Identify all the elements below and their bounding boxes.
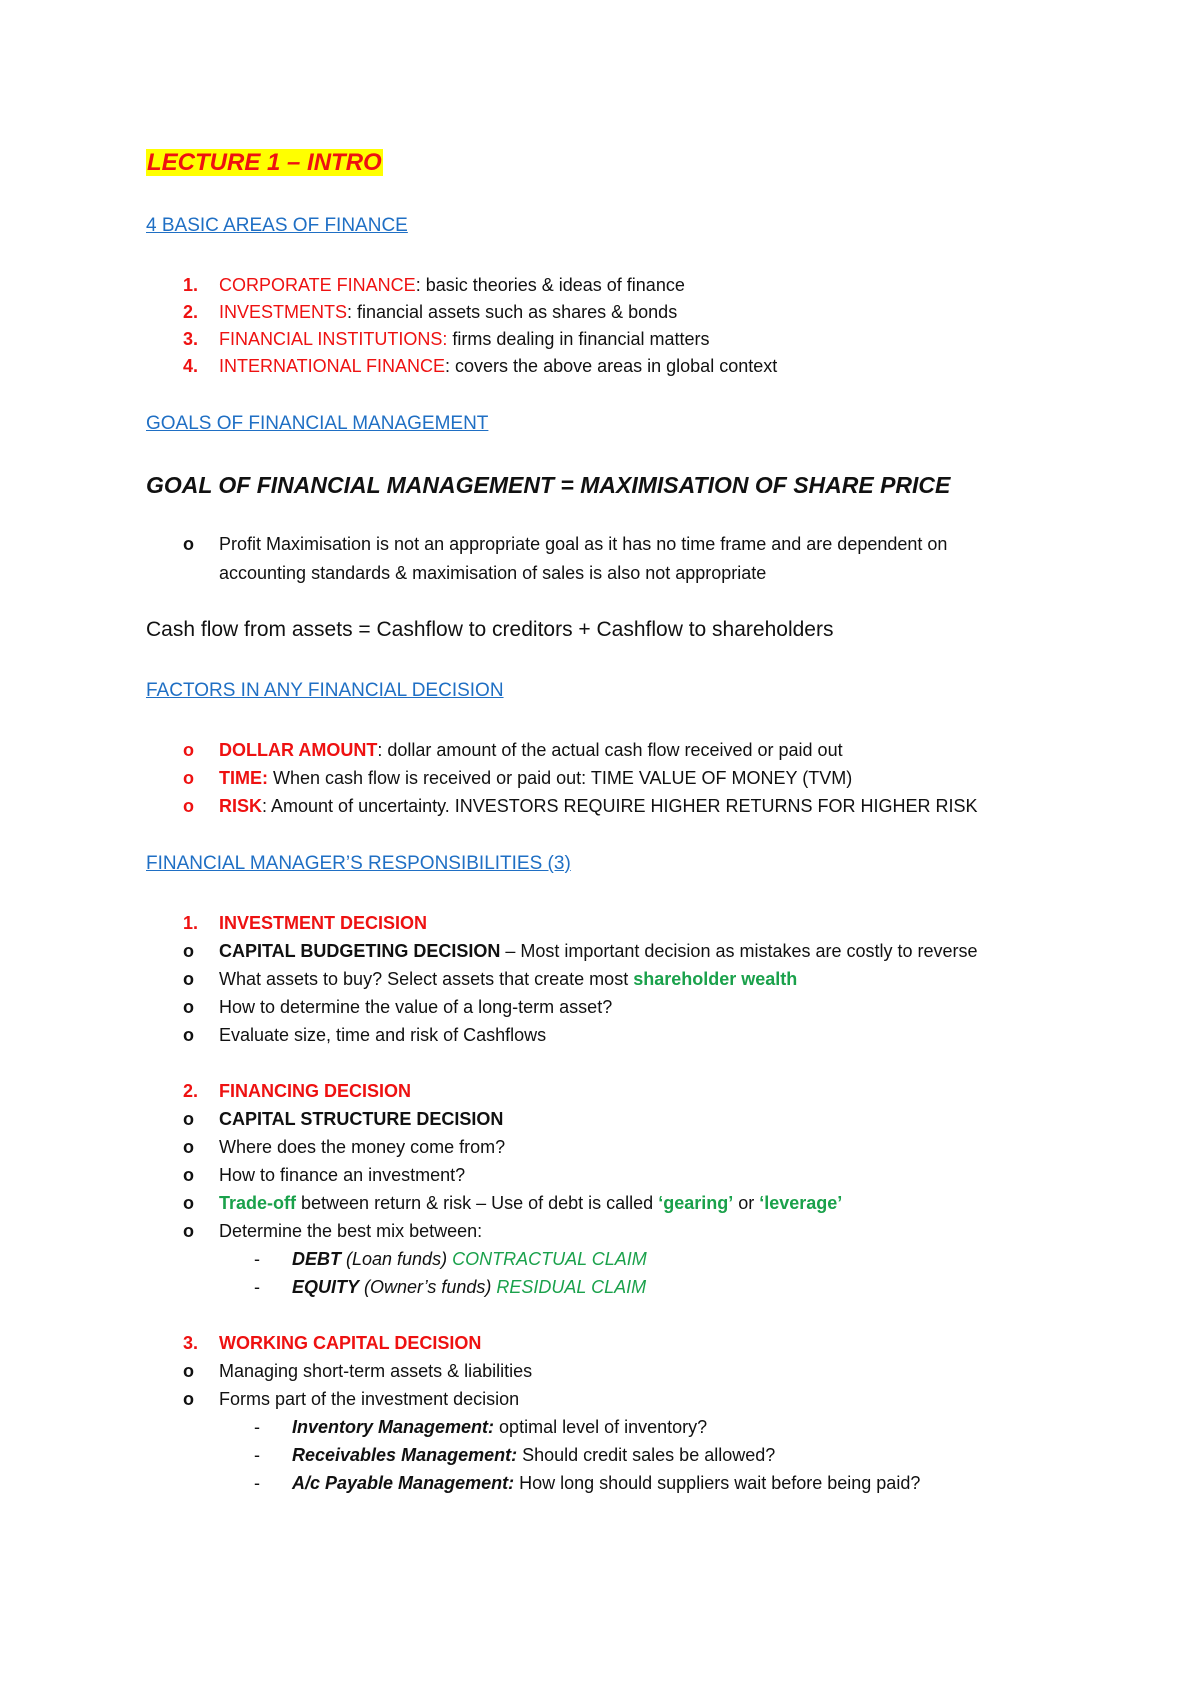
description: between return & risk – Use of debt is called	[296, 1193, 659, 1213]
bullet-icon: o	[183, 740, 194, 760]
description: How long should suppliers wait before being paid?	[514, 1473, 921, 1493]
list-number: 3.	[183, 329, 199, 349]
bullet-text: accounting standards & maximisation of sales is also not appropriate	[219, 563, 767, 583]
bullet-icon: o	[183, 1389, 194, 1409]
description: How to finance an investment?	[219, 1165, 466, 1185]
term: Inventory Management:	[292, 1417, 495, 1437]
description: Evaluate size, time and risk of Cashflows	[219, 1025, 547, 1045]
bullet-icon: o	[183, 1165, 194, 1185]
description: Should credit sales be allowed?	[517, 1445, 776, 1465]
bullet-text: Profit Maximisation is not an appropriate goal as it has no time frame and are dependent on	[219, 534, 948, 554]
description: optimal level of inventory?	[494, 1417, 708, 1437]
highlight: CONTRACTUAL CLAIM	[452, 1249, 647, 1269]
description: : basic theories & ideas of finance	[415, 275, 685, 295]
description: (Owner’s funds)	[359, 1277, 497, 1297]
title-text: LECTURE 1 – INTRO	[147, 149, 382, 176]
bullet-icon: o	[183, 1025, 194, 1045]
bullet-icon: o	[183, 941, 194, 961]
description: or	[733, 1193, 760, 1213]
description: Determine the best mix between:	[219, 1221, 483, 1241]
list-number: 4.	[183, 356, 199, 376]
description: (Loan funds)	[341, 1249, 453, 1269]
goal-statement: GOAL OF FINANCIAL MANAGEMENT = MAXIMISATION OF SHARE PRICE	[146, 472, 951, 498]
list-number: 1.	[183, 913, 199, 933]
dash-icon: -	[254, 1277, 260, 1297]
dash-icon: -	[254, 1473, 260, 1493]
section-heading-factors: FACTORS IN ANY FINANCIAL DECISION	[146, 680, 504, 701]
term: DEBT	[292, 1249, 341, 1269]
highlight: shareholder wealth	[633, 969, 798, 989]
bullet-icon: o	[183, 1361, 194, 1381]
decision-title: WORKING CAPITAL DECISION	[219, 1333, 482, 1353]
term: CAPITAL STRUCTURE DECISION	[219, 1109, 504, 1129]
term: FINANCIAL INSTITUTIONS:	[219, 329, 448, 349]
bullet-icon: o	[183, 1193, 194, 1213]
description: Where does the money come from?	[219, 1137, 506, 1157]
list-number: 2.	[183, 302, 199, 322]
description: : covers the above areas in global context	[445, 356, 778, 376]
bullet-icon: o	[183, 997, 194, 1017]
bullet-icon: o	[183, 1109, 194, 1129]
highlight: ‘gearing’	[658, 1193, 734, 1213]
bullet-icon: o	[183, 969, 194, 989]
section-heading-basic-areas: 4 BASIC AREAS OF FINANCE	[146, 215, 408, 236]
description: How to determine the value of a long-term asset?	[219, 997, 613, 1017]
bullet-icon: o	[183, 1221, 194, 1241]
description: Forms part of the investment decision	[219, 1389, 520, 1409]
description: Managing short-term assets & liabilities	[219, 1361, 533, 1381]
term: TIME:	[219, 768, 268, 788]
cash-flow-formula: Cash flow from assets = Cashflow to creditors + Cashflow to shareholders	[146, 618, 834, 641]
term: CORPORATE FINANCE	[219, 275, 416, 295]
page-title	[146, 149, 383, 177]
bullet-icon: o	[183, 1137, 194, 1157]
description: When cash flow is received or paid out: TIME VALUE OF MONEY (TVM)	[268, 768, 853, 788]
highlight: ‘leverage’	[759, 1193, 843, 1213]
term: RISK	[219, 796, 263, 816]
description: : financial assets such as shares & bonds	[347, 302, 678, 322]
decision-title: INVESTMENT DECISION	[219, 913, 428, 933]
description: What assets to buy? Select assets that create most	[219, 969, 634, 989]
dash-icon: -	[254, 1249, 260, 1269]
bullet-icon: o	[183, 534, 194, 554]
term: DOLLAR AMOUNT	[219, 740, 378, 760]
list-number: 3.	[183, 1333, 199, 1353]
highlight: Trade-off	[219, 1193, 297, 1213]
term: INTERNATIONAL FINANCE	[219, 356, 446, 376]
term: A/c Payable Management:	[292, 1473, 515, 1493]
list-number: 1.	[183, 275, 199, 295]
dash-icon: -	[254, 1417, 260, 1437]
description: : Amount of uncertainty. INVESTORS REQUIRE HIGHER RETURNS FOR HIGHER RISK	[262, 796, 978, 816]
term: Receivables Management:	[292, 1445, 518, 1465]
bullet-icon: o	[183, 768, 194, 788]
term: CAPITAL BUDGETING DECISION	[219, 941, 501, 961]
dash-icon: -	[254, 1445, 260, 1465]
section-heading-responsibilities: FINANCIAL MANAGER’S RESPONSIBILITIES (3)	[146, 853, 571, 874]
term: INVESTMENTS	[219, 302, 348, 322]
description: : dollar amount of the actual cash flow received or paid out	[377, 740, 843, 760]
term: EQUITY	[292, 1277, 360, 1297]
list-number: 2.	[183, 1081, 199, 1101]
decision-title: FINANCING DECISION	[219, 1081, 412, 1101]
description: – Most important decision as mistakes are costly to reverse	[500, 941, 978, 961]
highlight: RESIDUAL CLAIM	[496, 1277, 647, 1297]
bullet-icon: o	[183, 796, 194, 816]
description: firms dealing in financial matters	[447, 329, 710, 349]
section-heading-goals: GOALS OF FINANCIAL MANAGEMENT	[146, 413, 489, 434]
